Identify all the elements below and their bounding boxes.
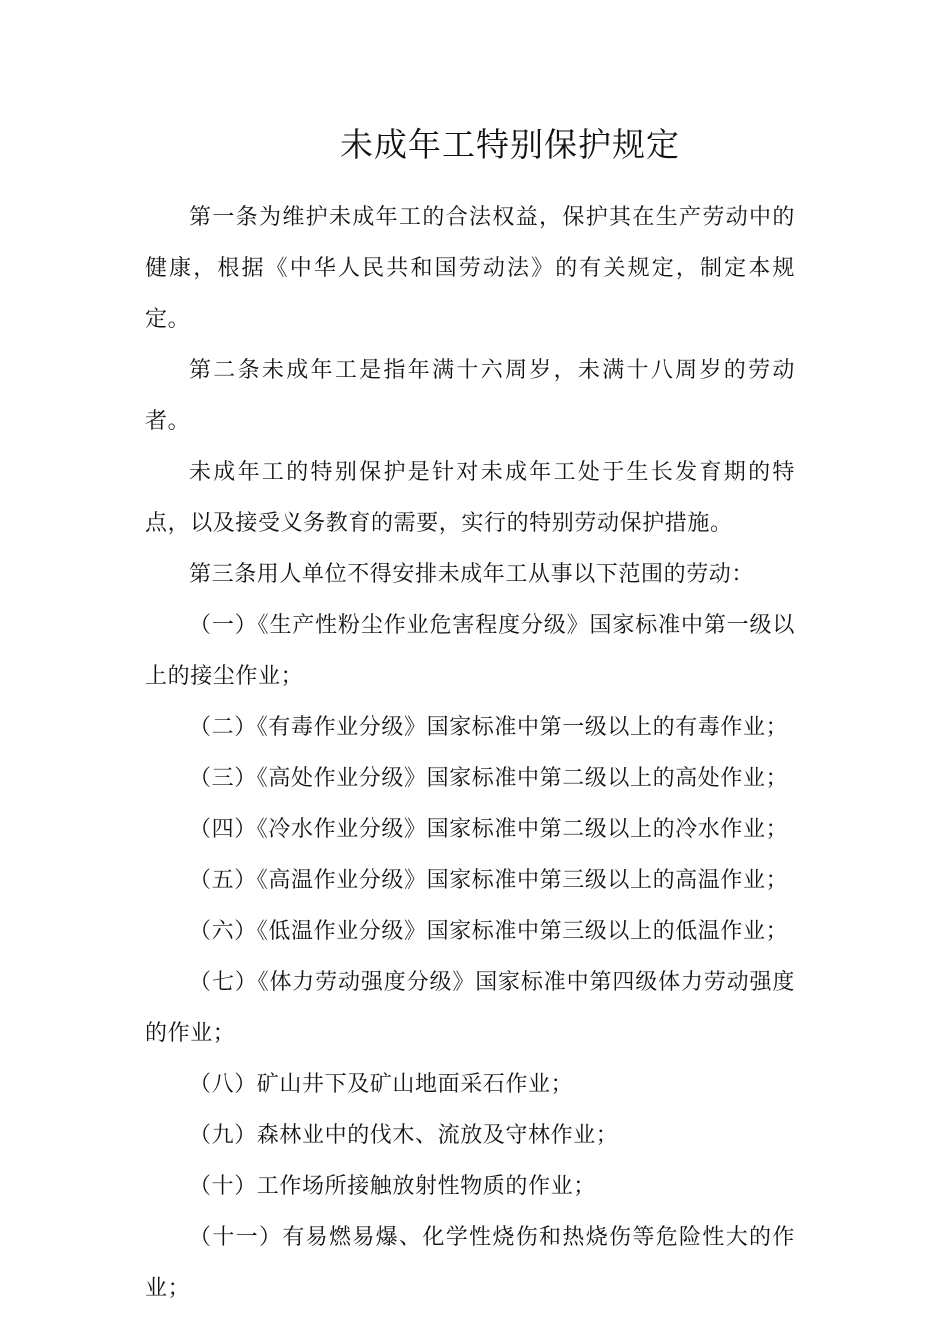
article-1-paragraph: 第一条为维护未成年工的合法权益，保护其在生产劳动中的健康，根据《中华人民共和国劳动法》的有关规定，制定本规定。 <box>145 205 795 332</box>
list-item-5: （五）《高温作业分级》国家标准中第三级以上的高温作业； <box>189 868 789 893</box>
list-item-3: （三）《高处作业分级》国家标准中第二级以上的高处作业； <box>189 766 789 791</box>
document-title: 未成年工特别保护规定 <box>340 125 680 164</box>
list-item-4: （四）《冷水作业分级》国家标准中第二级以上的冷水作业； <box>189 817 789 842</box>
article-3-paragraph: 第三条用人单位不得安排未成年工从事以下范围的劳动： <box>189 562 755 587</box>
list-item-8: （八）矿山井下及矿山地面采石作业； <box>189 1072 574 1097</box>
list-item-2: （二）《有毒作业分级》国家标准中第一级以上的有毒作业； <box>189 715 789 740</box>
list-item-6: （六）《低温作业分级》国家标准中第三级以上的低温作业； <box>189 919 789 944</box>
list-item-10: （十）工作场所接触放射性物质的作业； <box>189 1174 596 1199</box>
list-item-9: （九）森林业中的伐木、流放及守林作业； <box>189 1123 619 1148</box>
list-item-11: （十一）有易燃易爆、化学性烧伤和热烧伤等危险性大的作业； <box>145 1225 795 1301</box>
list-item-1: （一）《生产性粉尘作业危害程度分级》国家标准中第一级以上的接尘作业； <box>145 613 795 689</box>
document-body <box>145 192 795 1314</box>
article-2-paragraph: 第二条未成年工是指年满十六周岁，未满十八周岁的劳动者。 <box>145 358 795 434</box>
special-protection-paragraph: 未成年工的特别保护是针对未成年工处于生长发育期的特点，以及接受义务教育的需要，实行的特别劳动保护措施。 <box>145 460 795 536</box>
list-item-7: （七）《体力劳动强度分级》国家标准中第四级体力劳动强度的作业； <box>145 970 795 1046</box>
